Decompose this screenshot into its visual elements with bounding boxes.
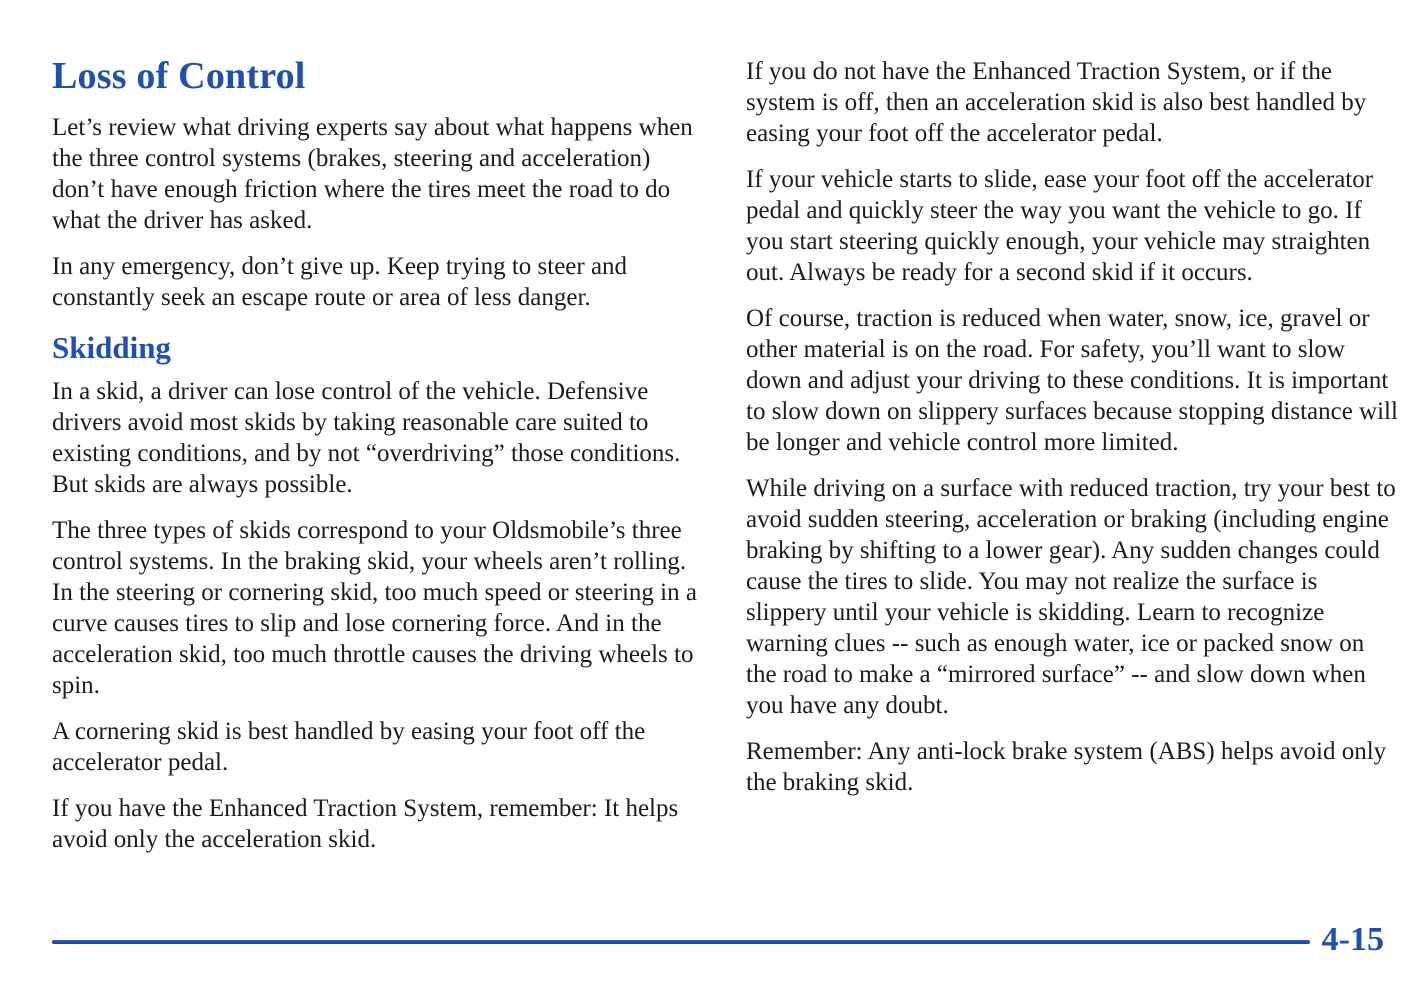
body-paragraph: A cornering skid is best handled by easing your foot off the accelerator pedal. [52,718,646,776]
section-title: Loss of Control [52,55,306,97]
page-number: 4-15 [1321,921,1384,958]
body-paragraph: In any emergency, don’t give up. Keep trying to steer and constantly seek an escape route or area of less danger. [52,253,628,311]
body-paragraph: Of course, traction is reduced when water, snow, ice, gravel or other material is on the road. For safety, you’ll want to slow down and adjust your driving to these conditions. It is important to slow down on slippery surfaces because stopping distance will be longer and vehicle control more limited. [746,305,1398,456]
body-paragraph: If your vehicle starts to slide, ease your foot off the accelerator pedal and quickly steer the way you want the vehicle to go. If you start steering quickly enough, your vehicle may straighten out. Always be ready for a second skid if it occurs. [746,166,1374,286]
footer-rule [52,940,1310,944]
body-paragraph: The three types of skids correspond to your Oldsmobile’s three control systems. In the braking skid, your wheels aren’t rolling. In the steering or cornering skid, too much speed or steering in a curve causes tires to slip and lose cornering force. And in the acceleration skid, too much throttle causes the driving wheels to spin. [52,517,697,699]
subsection-title: Skidding [52,330,171,365]
body-paragraph: While driving on a surface with reduced traction, try your best to avoid sudden steering, acceleration or braking (including engine braking by shifting to a lower gear). Any sudden changes could cause the tires to slide. You may not realize the surface is slippery until your vehicle is skidding. Learn to recognize warning clues -- such as enough water, ice or packed snow on the road to make a “mirrored surface” -- and slow down when you have any doubt. [746,475,1396,719]
right-column [746,56,1398,813]
body-paragraph: Let’s review what driving experts say about what happens when the three control systems (brakes, steering and acceleration) don’t have enough friction where the tires meet the road to do what the driver has asked. [52,114,693,234]
body-paragraph: If you do not have the Enhanced Traction System, or if the system is off, then an acceleration skid is also best handled by easing your foot off the accelerator pedal. [746,58,1367,147]
body-paragraph: In a skid, a driver can lose control of the vehicle. Defensive drivers avoid most skids by taking reasonable care suited to existing conditions, and by not “overdriving” those conditions. But skids are always possible. [52,378,681,498]
body-paragraph: Remember: Any anti-lock brake system (ABS) helps avoid only the braking skid. [746,738,1387,796]
left-column [52,52,704,870]
body-paragraph: If you have the Enhanced Traction System, remember: It helps avoid only the acceleration skid. [52,795,679,853]
